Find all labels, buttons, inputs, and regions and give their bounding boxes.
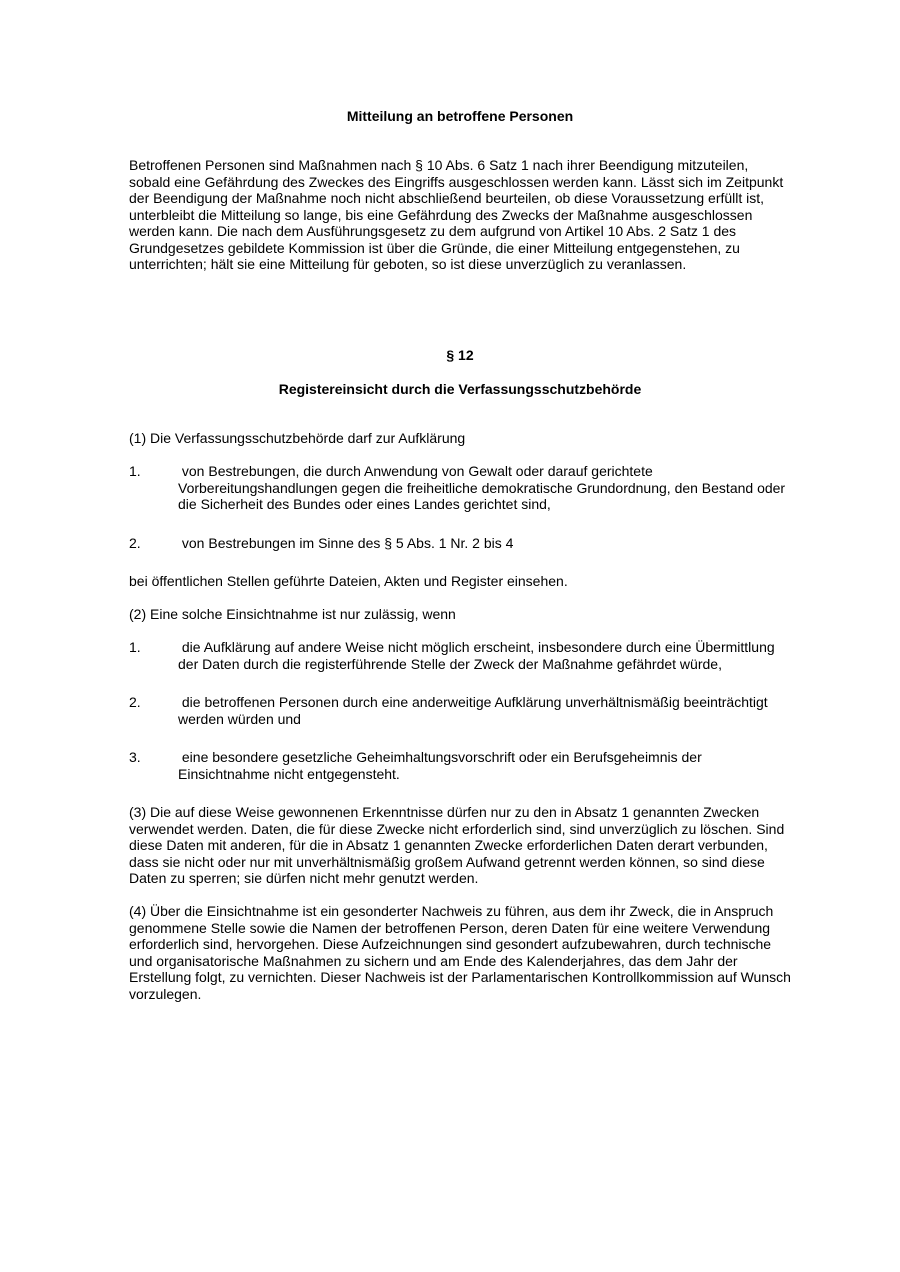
abs1-lead: (1) Die Verfassungsschutzbehörde darf zur Aufklärung xyxy=(129,430,466,446)
section-number: § 12 xyxy=(446,347,474,363)
section-title-registereinsicht: Registereinsicht durch die Verfassungsschutzbehörde xyxy=(278,381,642,397)
abs1-list-item xyxy=(129,463,791,513)
intro-paragraph: Betroffenen Personen sind Maßnahmen nach § 10 Abs. 6 Satz 1 nach ihrer Beendigung mitzuteilen, sobald eine Gefährdung des Zweckes des Eingriffs ausgeschlossen werden kann. Lässt sich im Zeitpunkt der Beendigung der Maßnahme noch nicht abschließend beurteilen, ob diese Voraussetzung erfüllt ist, unterbleibt die Mitteilung so lange, bis eine Gefährdung des Zwecks der Maßnahme ausgeschlossen werden kann. Die nach dem Ausführungsgesetz zu dem aufgrund von Artikel 10 Abs. 2 Satz 1 des Grundgesetzes gebildete Kommission ist über die Gründe, die einer Mitteilung entgegenstehen, zu unterrichten; hält sie eine Mitteilung für geboten, so ist diese unverzüglich zu veranlassen. xyxy=(129,157,784,272)
list-item-text: von Bestrebungen im Sinne des § 5 Abs. 1 Nr. 2 bis 4 xyxy=(178,535,514,551)
abs3-paragraph: (3) Die auf diese Weise gewonnenen Erkenntnisse dürfen nur zu den in Absatz 1 genannten Zwecken verwendet werden. Daten, die für diese Zwecke nicht erforderlich sind, sind unverzüglich zu löschen. Sind diese Daten mit anderen, für die in Absatz 1 genannten Zwecke erforderlichen Daten derart verbunden, dass sie nicht oder nur mit unverhältnismäßig großem Aufwand getrennt werden können, so sind diese Daten zu sperren; sie dürfen nicht mehr genutzt werden. xyxy=(129,804,785,886)
abs4-paragraph: (4) Über die Einsichtnahme ist ein gesonderter Nachweis zu führen, aus dem ihr Zweck, die in Anspruch genommene Stelle sowie die Namen der betroffenen Person, deren Daten für eine weitere Verwendung erforderlich sind, hervorgehen. Diese Aufzeichnungen sind gesondert aufzubewahren, durch technische und organisatorische Maßnahmen zu sichern und am Ende des Kalenderjahres, das dem Jahr der Erstellung folgt, zu vernichten. Dieser Nachweis ist der Parlamentarischen Kontrollkommission auf Wunsch vorzulegen. xyxy=(129,903,791,1002)
abs2-list-item xyxy=(129,749,791,782)
abs1-list-item xyxy=(129,535,791,552)
list-item-text: die Aufklärung auf andere Weise nicht möglich erscheint, insbesondere durch eine Übermittlung der Daten durch die registerführende Stelle der Zweck der Maßnahme gefährdet würde, xyxy=(178,639,779,672)
list-item-number: 3. xyxy=(129,749,141,765)
abs2-list-item xyxy=(129,639,791,672)
list-item-number: 2. xyxy=(129,694,141,710)
abs2-lead: (2) Eine solche Einsichtnahme ist nur zulässig, wenn xyxy=(129,606,456,622)
list-item-text: von Bestrebungen, die durch Anwendung von Gewalt oder darauf gerichtete Vorbereitungshandlungen gegen die freiheitliche demokratische Grundordnung, den Bestand oder die Sicherheit des Bundes oder eines Landes gerichtet sind, xyxy=(178,463,789,512)
list-item-text: eine besondere gesetzliche Geheimhaltungsvorschrift oder ein Berufsgeheimnis der Einsichtnahme nicht entgegensteht. xyxy=(178,749,706,782)
list-item-number: 1. xyxy=(129,639,141,655)
list-item-number: 2. xyxy=(129,535,141,551)
abs1-tail: bei öffentlichen Stellen geführte Dateien, Akten und Register einsehen. xyxy=(129,573,568,589)
abs2-list-item xyxy=(129,694,791,727)
section-title-mitteilung: Mitteilung an betroffene Personen xyxy=(346,108,574,124)
list-item-number: 1. xyxy=(129,463,141,479)
list-item-text: die betroffenen Personen durch eine anderweitige Aufklärung unverhältnismäßig beeinträchtigt werden würden und xyxy=(178,694,772,727)
